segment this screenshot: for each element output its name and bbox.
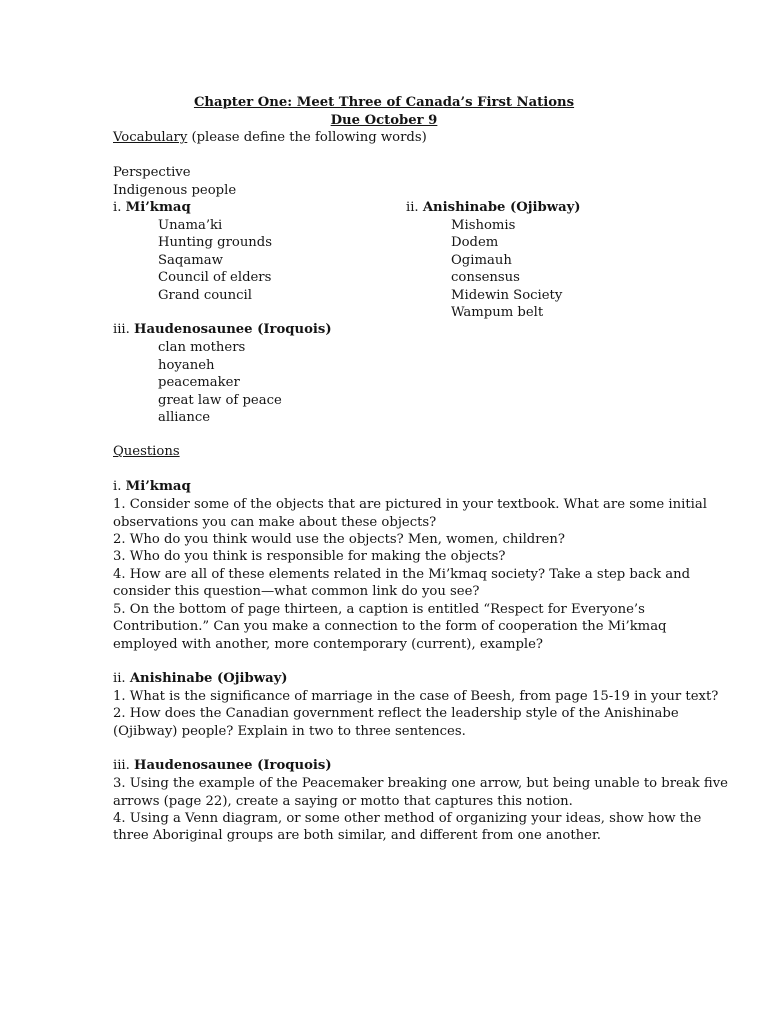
question-line: 5. On the bottom of page thirteen, a caption is entitled “Respect for Everyone’s bbox=[113, 601, 645, 617]
vocab-term: peacemaker bbox=[158, 375, 240, 390]
questions-heading: Questions bbox=[113, 444, 180, 459]
vocab-term: Wampum belt bbox=[451, 305, 544, 320]
vocab-term: clan mothers bbox=[158, 340, 246, 355]
vocabulary-heading: Vocabulary bbox=[113, 130, 188, 145]
question-line: observations you can make about these objects? bbox=[113, 514, 437, 530]
vocab-term: Grand council bbox=[158, 287, 252, 303]
vocab-term: hoyaneh bbox=[158, 357, 215, 373]
vocab-term: consensus bbox=[451, 270, 520, 285]
vocab-term: Council of elders bbox=[158, 270, 272, 285]
question-line: employed with another, more contemporary (current), example? bbox=[113, 636, 543, 652]
vocab-term: Ogimauh bbox=[451, 252, 512, 268]
due-date: Due October 9 bbox=[330, 112, 438, 128]
vocabulary-heading-line bbox=[113, 129, 427, 146]
question-line: Contribution.” Can you make a connection to the form of cooperation the Mi’kmaq bbox=[113, 619, 667, 634]
vocab-term: Unama’ki bbox=[158, 217, 223, 233]
page-title: Chapter One: Meet Three of Canada’s First Nations bbox=[193, 95, 575, 110]
question-line: (Ojibway) people? Explain in two to three sentences. bbox=[113, 723, 466, 739]
question-line: 2. Who do you think would use the objects? Men, women, children? bbox=[113, 532, 565, 547]
vocab-term: Hunting grounds bbox=[158, 235, 273, 250]
vocab-term: great law of peace bbox=[158, 392, 282, 408]
question-line: 2. How does the Canadian government reflect the leadership style of the Anishinabe bbox=[113, 706, 679, 721]
question-line: arrows (page 22), create a saying or motto that captures this notion. bbox=[113, 793, 573, 809]
question-line: consider this question—what common link do you see? bbox=[113, 584, 480, 599]
vocab-term: Saqamaw bbox=[158, 252, 223, 268]
question-line: 3. Using the example of the Peacemaker breaking one arrow, but being unable to break five bbox=[113, 776, 728, 791]
vocab-term: Indigenous people bbox=[113, 182, 237, 198]
vocab-section-heading-haudenosaunee: iii. Haudenosaunee (Iroquois) bbox=[113, 322, 332, 337]
question-section-heading-anishinabe: ii. Anishinabe (Ojibway) bbox=[113, 671, 288, 686]
vocab-term: Perspective bbox=[113, 165, 191, 180]
question-line: 4. How are all of these elements related in the Mi’kmaq society? Take a step back and bbox=[113, 566, 691, 582]
question-line: 1. Consider some of the objects that are pictured in your textbook. What are some initial bbox=[113, 497, 707, 512]
vocab-term: Dodem bbox=[451, 235, 499, 250]
vocab-term: Mishomis bbox=[451, 217, 516, 233]
vocabulary-instruction: (please define the following words) bbox=[187, 130, 427, 145]
vocab-section-heading-mikmaq: i. Mi’kmaq bbox=[113, 200, 191, 215]
question-line: 3. Who do you think is responsible for making the objects? bbox=[113, 549, 506, 564]
question-line: three Aboriginal groups are both similar, and different from one another. bbox=[113, 828, 601, 843]
question-line: 4. Using a Venn diagram, or some other method of organizing your ideas, show how the bbox=[113, 811, 702, 826]
question-section-heading-haudenosaunee: iii. Haudenosaunee (Iroquois) bbox=[113, 758, 332, 773]
question-line: 1. What is the significance of marriage in the case of Beesh, from page 15-19 in your text? bbox=[113, 688, 719, 704]
vocab-section-heading-anishinabe: ii. Anishinabe (Ojibway) bbox=[406, 200, 581, 215]
vocab-term: alliance bbox=[158, 409, 211, 425]
vocab-term: Midewin Society bbox=[451, 287, 563, 303]
question-section-heading-mikmaq: i. Mi’kmaq bbox=[113, 479, 191, 494]
